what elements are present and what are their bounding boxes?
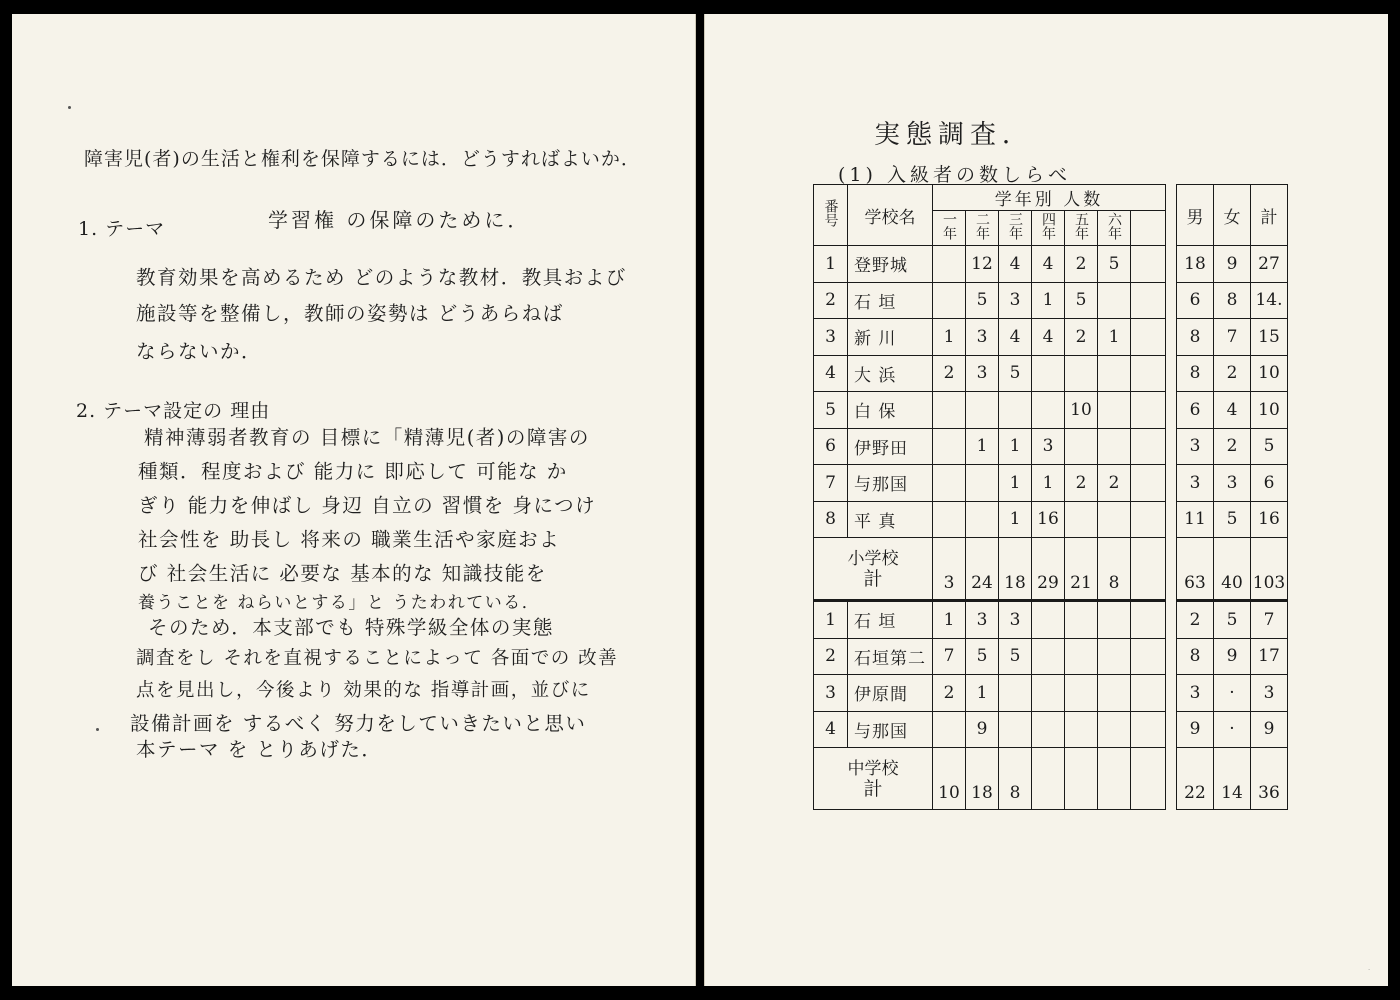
female-count: 8 [1214,282,1251,319]
row-number: 1 [814,246,848,283]
reason-line: 社会性を 助長し 将来の 職業生活や家庭およ [138,528,561,551]
grade-count [1098,638,1131,675]
row-number: 2 [814,638,848,675]
school-name: 白 保 [848,392,933,429]
subtotal-m: 63 [1177,538,1214,601]
table-row [814,319,1288,356]
enrollment-table [813,184,1288,810]
page-edge [704,14,705,986]
page-marker: · [1368,967,1370,974]
subtotal-grade: 18 [966,748,999,810]
female-count: 7 [1214,319,1251,356]
grade-count: 3 [999,282,1032,319]
row-number: 8 [814,501,848,538]
grade-count [1098,355,1131,392]
table-row [814,465,1288,502]
grade-count: 1 [1032,282,1065,319]
grade-count: 1 [933,319,966,356]
school-name: 石 垣 [848,282,933,319]
grade-count: 2 [933,355,966,392]
blank-cell [1131,319,1166,356]
blank-cell [1131,538,1166,601]
subtotal-t: 103 [1251,538,1288,601]
grade-count [1098,501,1131,538]
subtotal-label-top: 小学校 [847,548,899,569]
blank-cell [1131,748,1166,810]
grade-count [1098,601,1131,639]
male-count: 9 [1177,711,1214,748]
blank-cell [1131,601,1166,639]
grade-count [1098,392,1131,429]
row-total: 5 [1251,428,1288,465]
reason-line: 設備計画を するべく 努力をしていきたいと思い [130,712,587,735]
column-gap [1166,282,1177,319]
subtotal-f: 14 [1214,748,1251,810]
column-gap [1166,501,1177,538]
table-row [814,638,1288,675]
school-name: 伊野田 [848,428,933,465]
grade-count [933,282,966,319]
male-count: 3 [1177,465,1214,502]
subtotal-label [814,748,933,810]
subtotal-row [814,538,1288,601]
right-page [704,14,1388,986]
survey-subtitle: (1) 入級者の数しらべ [838,164,1071,186]
header-grade-group: 学年別 人数 [933,185,1166,211]
subtotal-t: 36 [1251,748,1288,810]
header-grade: 二年 [966,211,999,246]
theme-desc-line: 施設等を整備し，教師の姿勢は どうあらねば [136,302,564,325]
row-total: 10 [1251,355,1288,392]
grade-count: 1 [966,428,999,465]
header-female: 女 [1214,185,1251,246]
theme-text: 学習権 の保障のために． [268,208,531,232]
column-gap [1166,638,1177,675]
female-count: 5 [1214,601,1251,639]
column-gap [1166,538,1177,601]
grade-count [1032,392,1065,429]
school-name: 登野城 [848,246,933,283]
subtotal-label-bottom: 計 [863,777,883,800]
header-male: 男 [1177,185,1214,246]
grade-count [966,465,999,502]
school-name: 伊原間 [848,675,933,712]
row-number: 2 [814,282,848,319]
subtotal-grade: 8 [1098,538,1131,601]
row-number: 7 [814,465,848,502]
reason-line: 種類．程度および 能力に 即応して 可能な か [138,460,568,483]
grade-count: 5 [966,638,999,675]
row-number: 4 [814,355,848,392]
theme-desc-line: ならないか． [136,340,263,363]
row-total: 7 [1251,601,1288,639]
paper-speck [68,106,71,109]
column-gap [1166,675,1177,712]
header-blank [1131,211,1166,246]
grade-count: 3 [966,601,999,639]
grade-count: 2 [1065,319,1098,356]
male-count: 11 [1177,501,1214,538]
row-total: 3 [1251,675,1288,712]
blank-cell [1131,392,1166,429]
grade-count [933,246,966,283]
row-number: 4 [814,711,848,748]
subtotal-f: 40 [1214,538,1251,601]
row-total: 27 [1251,246,1288,283]
grade-count: 4 [1032,246,1065,283]
grade-count [966,392,999,429]
grade-count [999,392,1032,429]
row-number: 3 [814,675,848,712]
blank-cell [1131,282,1166,319]
column-gap [1166,428,1177,465]
reason-label: 2. テーマ設定の 理由 [76,400,271,422]
row-number: 6 [814,428,848,465]
grade-count: 3 [999,601,1032,639]
row-total: 16 [1251,501,1288,538]
female-count: 4 [1214,392,1251,429]
school-name: 与那国 [848,711,933,748]
subtotal-grade [1032,748,1065,810]
reason-line: そのため．本支部でも 特殊学級全体の実態 [148,616,554,639]
grade-count [1065,355,1098,392]
reason-line: 本テーマ を とりあげた． [136,738,383,761]
row-total: 9 [1251,711,1288,748]
grade-count: 1 [1098,319,1131,356]
male-count: 2 [1177,601,1214,639]
female-count: 9 [1214,638,1251,675]
column-gap [1166,392,1177,429]
subtotal-grade [1098,748,1131,810]
theme-label: 1. テーマ [78,218,166,240]
subtotal-label-bottom: 計 [863,567,883,590]
blank-cell [1131,246,1166,283]
school-name: 石 垣 [848,601,933,639]
survey-title: 実態調査． [874,120,1035,150]
subtotal-row [814,748,1288,810]
header-grade: 六年 [1098,211,1131,246]
grade-count: 4 [999,319,1032,356]
column-gap [1166,246,1177,283]
reason-line: 精神薄弱者教育の 目標に「精薄児(者)の障害の [144,426,590,449]
subtotal-label-top: 中学校 [847,758,899,779]
row-total: 10 [1251,392,1288,429]
subtotal-grade [1065,748,1098,810]
grade-count: 5 [966,282,999,319]
grade-count: 1 [999,428,1032,465]
male-count: 6 [1177,282,1214,319]
grade-count [1098,282,1131,319]
row-number: 3 [814,319,848,356]
grade-count [1032,355,1065,392]
male-count: 3 [1177,428,1214,465]
column-gap [1166,185,1177,246]
grade-count [933,711,966,748]
female-count: · [1214,711,1251,748]
left-page [12,14,696,986]
reason-line: 点を見出し，今後より 効果的な 指導計画，並びに [136,680,591,701]
blank-cell [1131,638,1166,675]
female-count: 9 [1214,246,1251,283]
grade-count: 5 [1065,282,1098,319]
subtotal-grade: 21 [1065,538,1098,601]
table-row [814,675,1288,712]
grade-count: 4 [999,246,1032,283]
page-heading: 障害児(者)の生活と権利を保障するには．どうすればよいか． [84,148,641,170]
column-gap [1166,711,1177,748]
blank-cell [1131,355,1166,392]
grade-count: 2 [1065,465,1098,502]
subtotal-grade: 8 [999,748,1032,810]
grade-count: 1 [999,465,1032,502]
header-total: 計 [1251,185,1288,246]
grade-count: 9 [966,711,999,748]
grade-count: 5 [999,638,1032,675]
row-total: 14. [1251,282,1288,319]
subtotal-grade: 29 [1032,538,1065,601]
paper-speck [96,728,99,731]
grade-count: 12 [966,246,999,283]
grade-count [1032,675,1065,712]
reason-line: び 社会生活に 必要な 基本的な 知識技能を [138,562,547,585]
grade-count [933,465,966,502]
school-name: 石垣第二 [848,638,933,675]
table-row [814,711,1288,748]
blank-cell [1131,428,1166,465]
school-name: 平 真 [848,501,933,538]
table-row [814,246,1288,283]
female-count: 5 [1214,501,1251,538]
table-row [814,428,1288,465]
row-number: 1 [814,601,848,639]
grade-count [1065,501,1098,538]
grade-count: 1 [1032,465,1065,502]
blank-cell [1131,711,1166,748]
reason-line: ぎり 能力を伸ばし 身辺 自立の 習慣を 身につけ [138,494,597,517]
female-count: 2 [1214,428,1251,465]
subtotal-m: 22 [1177,748,1214,810]
column-gap [1166,319,1177,356]
grade-count: 2 [1065,246,1098,283]
grade-count [1065,675,1098,712]
male-count: 6 [1177,392,1214,429]
grade-count [1032,711,1065,748]
grade-count [1032,638,1065,675]
reason-line: 調査をし それを直視することによって 各面での 改善 [136,648,619,669]
blank-cell [1131,675,1166,712]
subtotal-label [814,538,933,601]
header-grade: 四年 [1032,211,1065,246]
theme-desc-line: 教育効果を高めるため どのような教材．教具および [136,266,627,289]
row-total: 17 [1251,638,1288,675]
grade-count [1065,711,1098,748]
school-name: 大 浜 [848,355,933,392]
column-gap [1166,355,1177,392]
grade-count [999,675,1032,712]
grade-count [1065,428,1098,465]
grade-count: 1 [966,675,999,712]
grade-count [999,711,1032,748]
page-edge [695,14,696,986]
grade-count: 4 [1032,319,1065,356]
subtotal-grade: 18 [999,538,1032,601]
column-gap [1166,748,1177,810]
grade-count: 3 [1032,428,1065,465]
grade-count [933,428,966,465]
table-row [814,282,1288,319]
grade-count: 5 [1098,246,1131,283]
grade-count [1065,638,1098,675]
male-count: 8 [1177,355,1214,392]
row-number: 5 [814,392,848,429]
subtotal-grade: 10 [933,748,966,810]
grade-count [1065,601,1098,639]
column-gap [1166,601,1177,639]
header-school: 学校名 [848,185,933,246]
female-count: 2 [1214,355,1251,392]
male-count: 18 [1177,246,1214,283]
header-grade: 三年 [999,211,1032,246]
grade-count: 3 [966,355,999,392]
grade-count [966,501,999,538]
grade-count [933,392,966,429]
grade-count: 1 [933,601,966,639]
reason-line: 養うことを ねらいとする」と うたわれている． [138,593,541,613]
blank-cell [1131,501,1166,538]
table-row [814,392,1288,429]
school-name: 与那国 [848,465,933,502]
row-total: 15 [1251,319,1288,356]
grade-count: 1 [999,501,1032,538]
grade-count [1098,711,1131,748]
grade-count: 2 [933,675,966,712]
grade-count: 2 [1098,465,1131,502]
subtotal-grade: 3 [933,538,966,601]
school-name: 新 川 [848,319,933,356]
grade-count: 7 [933,638,966,675]
row-total: 6 [1251,465,1288,502]
subtotal-grade: 24 [966,538,999,601]
grade-count [1098,428,1131,465]
header-grade: 五年 [1065,211,1098,246]
grade-count [933,501,966,538]
male-count: 8 [1177,638,1214,675]
female-count: · [1214,675,1251,712]
grade-count [1032,601,1065,639]
grade-count: 10 [1065,392,1098,429]
grade-count: 16 [1032,501,1065,538]
grade-count: 3 [966,319,999,356]
blank-cell [1131,465,1166,502]
grade-count [1098,675,1131,712]
table-row [814,601,1288,639]
male-count: 3 [1177,675,1214,712]
table-row [814,355,1288,392]
table-row [814,501,1288,538]
male-count: 8 [1177,319,1214,356]
header-number: 番号 [814,185,848,246]
column-gap [1166,465,1177,502]
header-grade: 一年 [933,211,966,246]
grade-count: 5 [999,355,1032,392]
female-count: 3 [1214,465,1251,502]
